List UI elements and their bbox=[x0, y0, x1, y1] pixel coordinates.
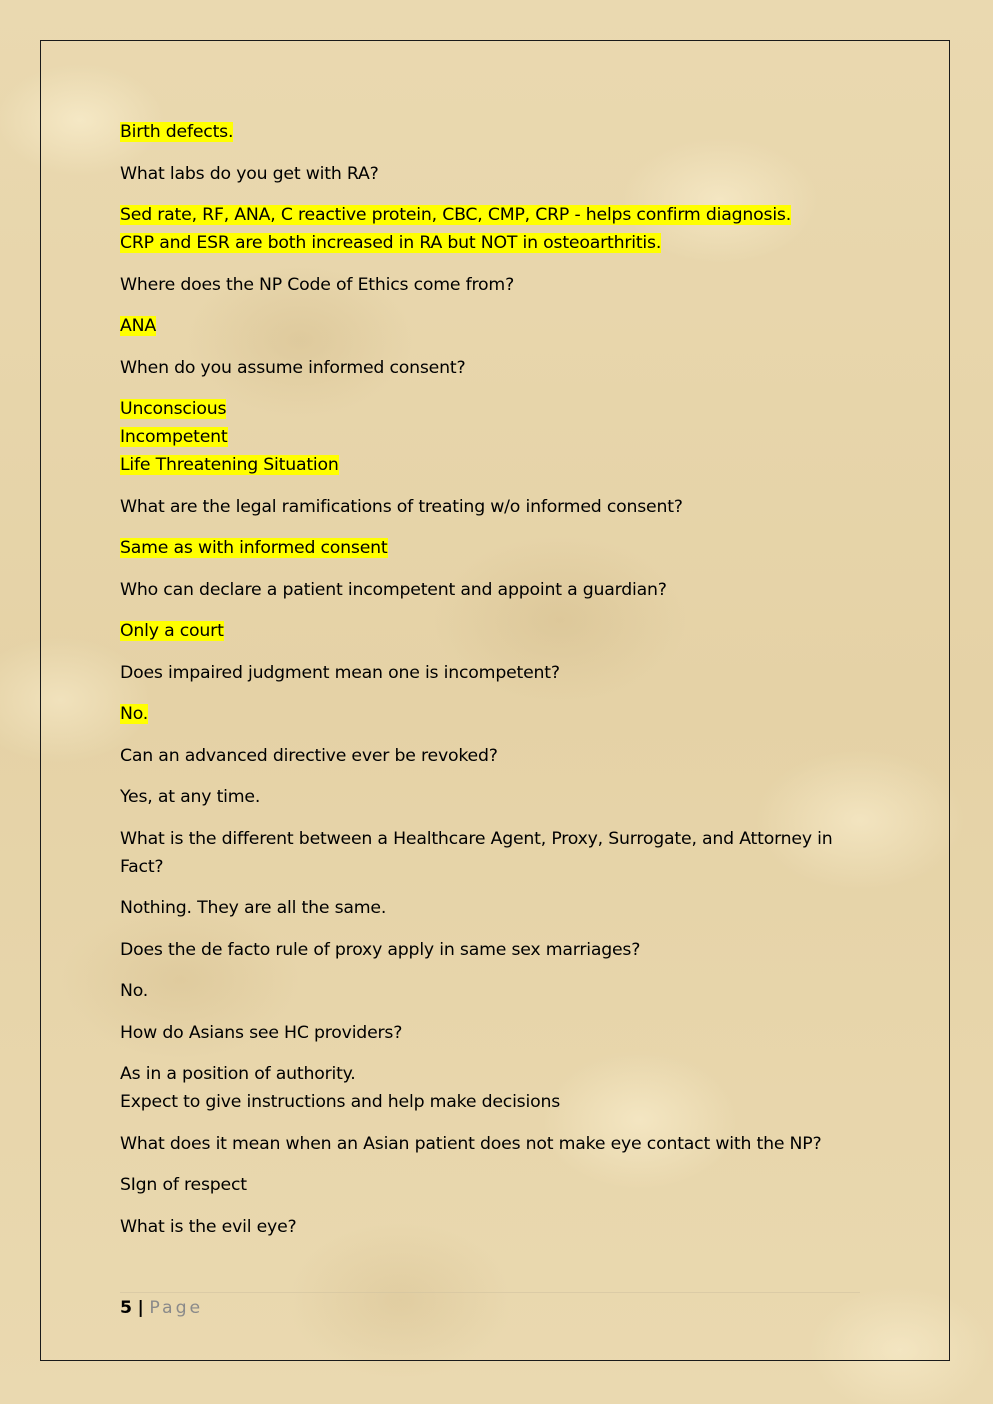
question-paragraph bbox=[120, 659, 860, 687]
question-paragraph bbox=[120, 576, 860, 604]
text-line bbox=[120, 423, 860, 451]
document-body bbox=[120, 118, 860, 1254]
line-text: What is the evil eye? bbox=[120, 1216, 297, 1237]
text-line bbox=[120, 783, 860, 811]
text-line bbox=[120, 493, 860, 521]
question-paragraph bbox=[120, 742, 860, 770]
question-paragraph bbox=[120, 1213, 860, 1241]
highlighted-text: ANA bbox=[120, 316, 156, 336]
answer-paragraph bbox=[120, 783, 860, 811]
highlighted-text: CRP and ESR are both increased in RA but NOT in osteoarthritis. bbox=[120, 233, 662, 253]
question-paragraph bbox=[120, 1019, 860, 1047]
text-line bbox=[120, 1130, 860, 1158]
line-text: Who can declare a patient incompetent and appoint a guardian? bbox=[120, 579, 667, 600]
text-line bbox=[120, 1171, 860, 1199]
highlighted-answer-paragraph bbox=[120, 395, 860, 479]
text-line bbox=[120, 659, 860, 687]
question-paragraph bbox=[120, 825, 860, 881]
line-text: What does it mean when an Asian patient does not make eye contact with the NP? bbox=[120, 1133, 822, 1154]
highlighted-text: Birth defects. bbox=[120, 122, 234, 142]
text-line bbox=[120, 977, 860, 1005]
highlighted-text: Sed rate, RF, ANA, C reactive protein, CBC, CMP, CRP - helps confirm diagnosis. bbox=[120, 205, 792, 225]
answer-paragraph bbox=[120, 894, 860, 922]
highlighted-text: Only a court bbox=[120, 621, 224, 641]
text-line bbox=[120, 894, 860, 922]
text-line bbox=[120, 160, 860, 188]
highlighted-text: Unconscious bbox=[120, 399, 227, 419]
text-line bbox=[120, 576, 860, 604]
line-text: Expect to give instructions and help make decisions bbox=[120, 1092, 561, 1112]
line-text: Does impaired judgment mean one is incompetent? bbox=[120, 662, 560, 683]
question-paragraph bbox=[120, 493, 860, 521]
text-line bbox=[120, 395, 860, 423]
line-text: What labs do you get with RA? bbox=[120, 163, 379, 184]
page-label: Page bbox=[149, 1298, 204, 1318]
text-line bbox=[120, 451, 860, 479]
text-line bbox=[120, 229, 860, 257]
footer-divider bbox=[120, 1292, 860, 1293]
question-paragraph bbox=[120, 160, 860, 188]
line-text: How do Asians see HC providers? bbox=[120, 1022, 403, 1043]
highlighted-answer-paragraph bbox=[120, 534, 860, 562]
line-text: Does the de facto rule of proxy apply in same sex marriages? bbox=[120, 939, 641, 960]
line-text: What is the different between a Healthcare Agent, Proxy, Surrogate, and Attorney in Fact? bbox=[120, 828, 833, 877]
text-line bbox=[120, 354, 860, 382]
text-line bbox=[120, 312, 860, 340]
line-text: What are the legal ramifications of treating w/o informed consent? bbox=[120, 496, 683, 517]
footer-separator: | bbox=[137, 1298, 144, 1318]
text-line bbox=[120, 936, 860, 964]
text-line bbox=[120, 271, 860, 299]
highlighted-answer-paragraph bbox=[120, 201, 860, 257]
highlighted-text: No. bbox=[120, 704, 149, 724]
line-text: Where does the NP Code of Ethics come from? bbox=[120, 274, 515, 295]
text-line bbox=[120, 617, 860, 645]
text-line bbox=[120, 1060, 860, 1088]
question-paragraph bbox=[120, 271, 860, 299]
highlighted-text: Incompetent bbox=[120, 427, 228, 447]
highlighted-answer-paragraph bbox=[120, 700, 860, 728]
question-paragraph bbox=[120, 936, 860, 964]
highlighted-answer-paragraph bbox=[120, 312, 860, 340]
text-line bbox=[120, 534, 860, 562]
highlighted-text: Life Threatening Situation bbox=[120, 455, 339, 475]
line-text: Can an advanced directive ever be revoked? bbox=[120, 745, 498, 766]
highlighted-answer-paragraph bbox=[120, 617, 860, 645]
text-line bbox=[120, 1213, 860, 1241]
text-line bbox=[120, 742, 860, 770]
question-paragraph bbox=[120, 1130, 860, 1158]
highlighted-text: Same as with informed consent bbox=[120, 538, 388, 558]
line-text: No. bbox=[120, 981, 149, 1001]
highlighted-answer-paragraph bbox=[120, 118, 860, 146]
answer-paragraph bbox=[120, 977, 860, 1005]
answer-paragraph bbox=[120, 1171, 860, 1199]
line-text: Nothing. They are all the same. bbox=[120, 898, 387, 918]
text-line bbox=[120, 201, 860, 229]
page-number: 5 bbox=[120, 1298, 133, 1318]
text-line bbox=[120, 1088, 860, 1116]
text-line bbox=[120, 700, 860, 728]
text-line bbox=[120, 118, 860, 146]
line-text: SIgn of respect bbox=[120, 1175, 247, 1195]
answer-paragraph bbox=[120, 1060, 860, 1116]
line-text: Yes, at any time. bbox=[120, 787, 261, 807]
text-line bbox=[120, 1019, 860, 1047]
text-line bbox=[120, 825, 860, 881]
page-footer bbox=[120, 1294, 203, 1322]
question-paragraph bbox=[120, 354, 860, 382]
line-text: As in a position of authority. bbox=[120, 1064, 356, 1084]
line-text: When do you assume informed consent? bbox=[120, 357, 466, 378]
